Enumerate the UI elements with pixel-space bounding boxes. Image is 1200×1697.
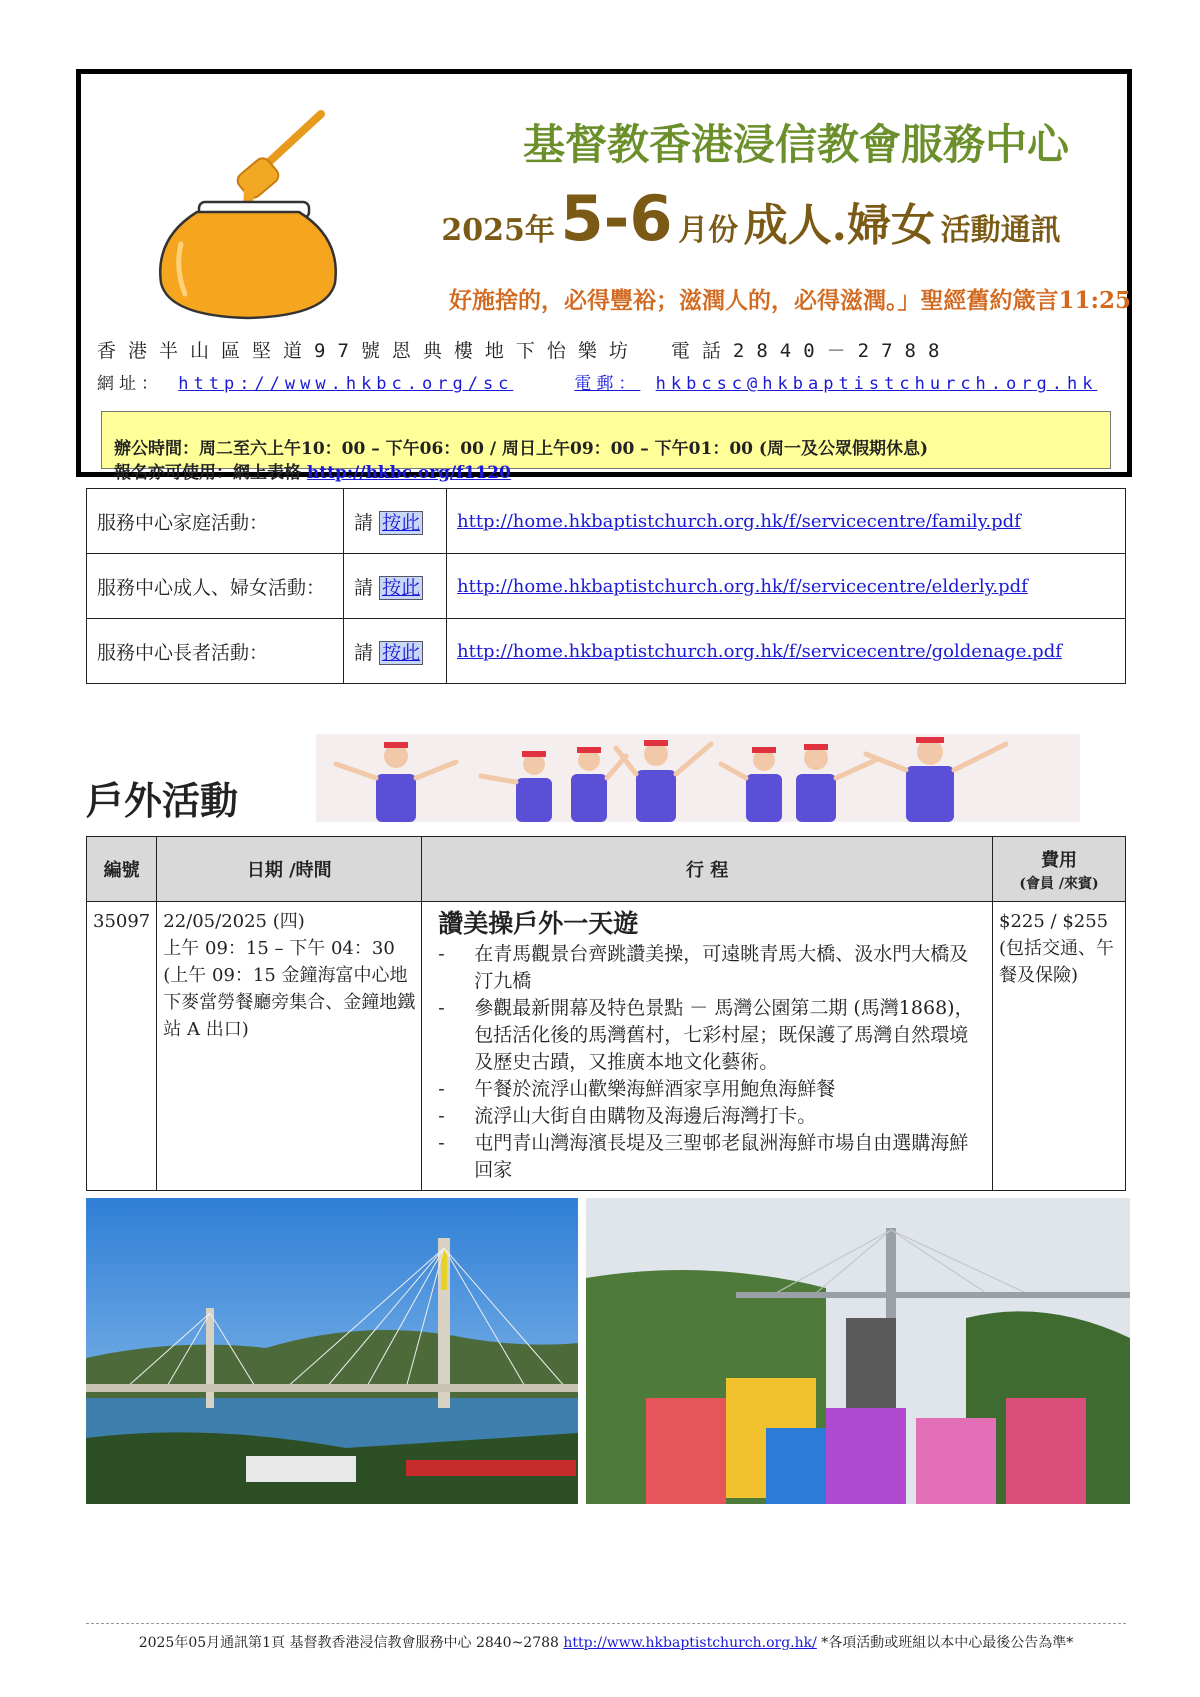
page-footer [86, 1632, 1126, 1652]
header-date: 日期 /時間 [157, 837, 422, 902]
table-row [87, 489, 1126, 554]
header-itinerary: 行 程 [422, 837, 993, 902]
activity-time: 上午 09：15 – 下午 04：30 [163, 938, 395, 959]
issue-title [371, 182, 1131, 255]
click-here-button[interactable]: 按此 [379, 576, 423, 600]
list-item: - 午餐於流浮山歡樂海鮮酒家享用鮑魚海鮮餐 [438, 1076, 986, 1103]
activity-meeting-point: (上午 09：15 金鐘海富中心地下麥當勞餐廳旁集合、金鐘地鐵站 A 出口) [163, 965, 416, 1040]
activity-date: 22/05/2025 (四) [163, 911, 305, 932]
row-url [447, 489, 1126, 554]
goldenage-pdf-link[interactable]: http://home.hkbaptistchurch.org.hk/f/servicecentre/goldenage.pdf [457, 641, 1062, 662]
issue-unit: 月份 [678, 213, 739, 248]
fee-note: (包括交通、午餐及保險) [999, 938, 1115, 986]
footer-website-link[interactable]: http://www.hkbaptistchurch.org.hk/ [563, 1635, 817, 1651]
activity-datetime [157, 902, 422, 1191]
footer-divider [86, 1623, 1126, 1624]
related-newsletters-table [86, 488, 1126, 684]
bible-verse: 好施捨的，必得豐裕；滋潤人的，必得滋潤。」聖經舊約箴言11:25 [448, 287, 1131, 314]
website-label: 網址： [97, 374, 163, 394]
issue-months: 5-6 [560, 182, 673, 255]
website-link[interactable]: http://www.hkbc.org/sc [178, 374, 514, 394]
activity-code: 35097 [87, 902, 157, 1191]
header-fee-sub: (會員 /來賓) [1019, 875, 1099, 892]
footer-note: *各項活動或班組以本中心最後公告為準* [821, 1635, 1074, 1651]
click-here-button[interactable]: 按此 [379, 511, 423, 535]
row-action [344, 489, 447, 554]
issue-audience: 成人.婦女 [743, 200, 935, 251]
activity-fee [993, 902, 1126, 1191]
list-item: - 流浮山大街自由購物及海邊后海灣打卡。 [438, 1103, 986, 1130]
ma-wan-village-photo [586, 1198, 1130, 1504]
header-fee-label: 費用 [1041, 849, 1077, 871]
register-link[interactable]: http://hkbc.org/f1120 [306, 463, 511, 483]
please-text: 請 [354, 511, 374, 534]
activity-title: 讚美操戶外一天遊 [438, 909, 639, 938]
list-item: - 屯門青山灣海濱長堤及三聖邨老鼠洲海鮮市場自由選購海鮮回家 [438, 1130, 986, 1184]
issue-year: 2025年 [441, 213, 555, 248]
table-row [87, 554, 1126, 619]
register-line [114, 458, 511, 483]
row-action [344, 619, 447, 684]
email-label: 電郵： [574, 374, 641, 394]
table-header-row [87, 837, 1126, 902]
office-hours-box [101, 411, 1111, 483]
issue-suffix: 活動通訊 [940, 213, 1061, 248]
header-fee [993, 837, 1126, 902]
itinerary-list [428, 941, 986, 1184]
row-action [344, 554, 447, 619]
table-row [87, 902, 1126, 1191]
table-row [87, 619, 1126, 684]
section-title: 戶外活動 [86, 779, 239, 823]
honey-jar-illustration [141, 94, 331, 324]
elderly-pdf-link[interactable]: http://home.hkbaptistchurch.org.hk/f/servicecentre/elderly.pdf [457, 576, 1028, 597]
office-hours: 辦公時間：周二至六上午10：00 – 下午06：00 / 周日上午09：00 – 下午01：00 (周一及公眾假期休息) [114, 439, 928, 459]
activity-itinerary [422, 902, 993, 1191]
register-label: 報名亦可使用：網上表格 [114, 463, 301, 483]
row-url [447, 554, 1126, 619]
header-code: 編號 [87, 837, 157, 902]
activities-table [86, 836, 1126, 1191]
org-title: 基督教香港浸信教會服務中心 [522, 120, 1069, 169]
please-text: 請 [354, 576, 374, 599]
row-url [447, 619, 1126, 684]
row-label: 服務中心成人、婦女活動： [87, 554, 344, 619]
click-here-button[interactable]: 按此 [379, 641, 423, 665]
row-label: 服務中心家庭活動： [87, 489, 344, 554]
address-line: 香港半山區堅道97號恩典樓地下怡樂坊 電話2840－2788 [97, 340, 952, 362]
list-item: - 在青馬觀景台齊跳讚美操，可遠眺青馬大橋、汲水門大橋及汀九橋 [438, 941, 986, 995]
email-link[interactable]: hkbcsc@hkbaptistchurch.org.hk [655, 374, 1098, 394]
list-item: - 參觀最新開幕及特色景點 － 馬灣公園第二期 (馬灣1868)，包括活化後的馬灣舊村，七彩村屋；既保護了馬灣自然環境及歷史古蹟，又推廣本地文化藝術。 [438, 995, 986, 1076]
newsletter-header [76, 69, 1132, 483]
fee-amount: $225 / $255 [999, 911, 1109, 932]
dancers-banner-image [316, 734, 1080, 822]
footer-text: 2025年05月通訊第1頁 基督教香港浸信教會服務中心 2840~2788 [138, 1635, 559, 1651]
row-label: 服務中心長者活動： [87, 619, 344, 684]
contact-line [97, 369, 1127, 394]
please-text: 請 [354, 641, 374, 664]
tsing-ma-bridge-photo [86, 1198, 578, 1504]
family-pdf-link[interactable]: http://home.hkbaptistchurch.org.hk/f/servicecentre/family.pdf [457, 511, 1021, 532]
